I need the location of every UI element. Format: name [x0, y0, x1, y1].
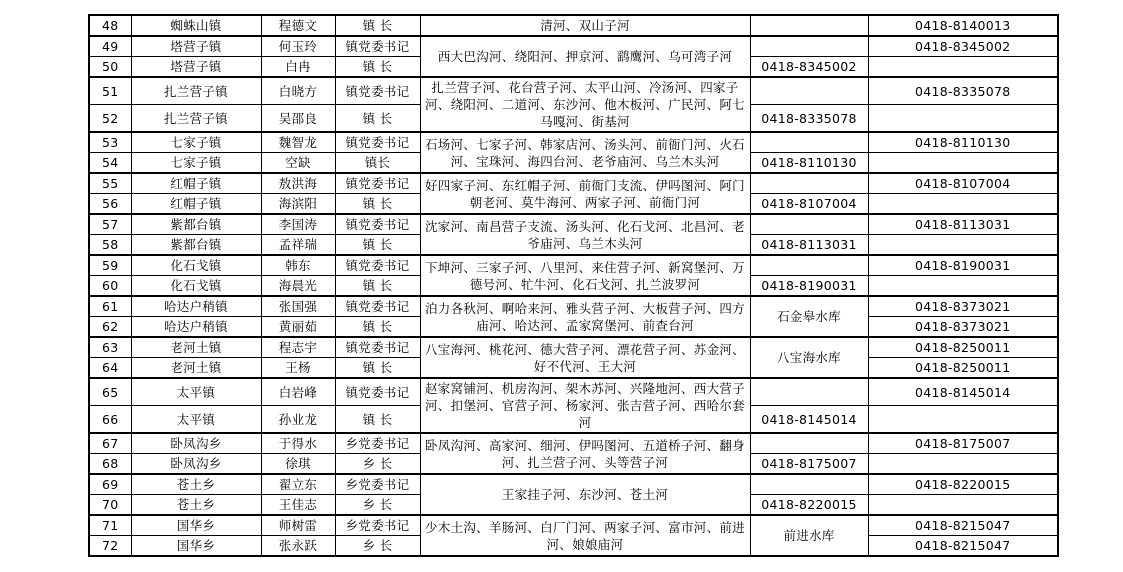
- row-person-title: 镇长: [335, 153, 420, 174]
- row-township-name: 七家子镇: [131, 132, 261, 153]
- river-chief-table: [88, 14, 1059, 557]
- row-township-name: 塔营子镇: [131, 36, 261, 57]
- row-sequence-number: 51: [89, 77, 131, 105]
- row-sequence-number: 48: [89, 15, 131, 36]
- row-person-title: 镇 长: [335, 105, 420, 133]
- row-contact-phone: 0418-8345002: [750, 57, 868, 78]
- row-contact-phone: 0418-8110130: [750, 153, 868, 174]
- row-person-name: 魏智龙: [261, 132, 335, 153]
- row-contact-phone: 0418-8175007: [750, 454, 868, 475]
- row-sequence-number: 49: [89, 36, 131, 57]
- row-person-title: 镇党委书记: [335, 214, 420, 235]
- row-reservoir-name: [750, 255, 868, 276]
- row-township-name: 哈达户稍镇: [131, 296, 261, 317]
- row-reservoir-name: [750, 433, 868, 454]
- row-sequence-number: 72: [89, 536, 131, 557]
- table-row: [89, 15, 1058, 36]
- row-township-name: 紫都台镇: [131, 235, 261, 256]
- row-river-names: 沈家河、南昌营子支流、汤头河、化石戈河、北昌河、老爷庙河、乌兰木头河: [420, 214, 750, 255]
- row-township-name: 紫都台镇: [131, 214, 261, 235]
- row-river-names: 卧凤沟河、高家河、细河、伊吗图河、五道桥子河、翻身河、扎兰营子河、头等营子河: [420, 433, 750, 474]
- row-sequence-number: 59: [89, 255, 131, 276]
- row-person-title: 镇党委书记: [335, 77, 420, 105]
- row-sequence-number: 69: [89, 474, 131, 495]
- row-person-title: 镇 长: [335, 194, 420, 215]
- row-reservoir-name: [750, 214, 868, 235]
- row-person-name: 吴邵良: [261, 105, 335, 133]
- row-township-name: 蜘蛛山镇: [131, 15, 261, 36]
- row-person-title: 镇 长: [335, 317, 420, 338]
- row-contact-phone: 0418-8373021: [868, 317, 1058, 338]
- row-person-name: 海滨阳: [261, 194, 335, 215]
- row-person-name: 白岩峰: [261, 378, 335, 406]
- table-body: [89, 15, 1058, 556]
- row-contact-phone: 0418-8113031: [868, 214, 1058, 235]
- row-township-name: 七家子镇: [131, 153, 261, 174]
- row-person-title: 镇党委书记: [335, 132, 420, 153]
- row-contact-phone: 0418-8113031: [750, 235, 868, 256]
- row-township-name: 苍土乡: [131, 495, 261, 516]
- row-sequence-number: 54: [89, 153, 131, 174]
- row-person-name: 张永跃: [261, 536, 335, 557]
- row-reservoir-name: 前进水库: [750, 515, 868, 556]
- row-township-name: 红帽子镇: [131, 173, 261, 194]
- table-row: [89, 337, 1058, 358]
- row-person-name: 李国涛: [261, 214, 335, 235]
- row-person-title: 乡党委书记: [335, 515, 420, 536]
- row-person-title: 乡党委书记: [335, 433, 420, 454]
- row-person-title: 镇党委书记: [335, 173, 420, 194]
- row-person-title: 镇党委书记: [335, 296, 420, 317]
- row-river-names: 下坤河、三家子河、八里河、来住营子河、新窝堡河、万德号河、牤牛河、化石戈河、扎兰波罗河: [420, 255, 750, 296]
- row-township-name: 化石戈镇: [131, 255, 261, 276]
- row-person-name: 程志宇: [261, 337, 335, 358]
- table-row: [89, 36, 1058, 57]
- row-township-name: 太平镇: [131, 406, 261, 434]
- row-river-names: 扎兰营子河、花台营子河、太平山河、冷汤河、四家子河、绕阳河、二道河、东沙河、他木板河、广民河、阿七马嘎河、街基河: [420, 77, 750, 132]
- table-row: [89, 378, 1058, 406]
- row-contact-phone: 0418-8335078: [868, 77, 1058, 105]
- row-person-title: 镇 长: [335, 57, 420, 78]
- row-sequence-number: 62: [89, 317, 131, 338]
- row-person-title: 乡 长: [335, 536, 420, 557]
- row-person-name: 翟立东: [261, 474, 335, 495]
- row-contact-phone: 0418-8145014: [750, 406, 868, 434]
- row-person-name: 白冉: [261, 57, 335, 78]
- row-reservoir-name: [750, 36, 868, 57]
- row-contact-phone: 0418-8190031: [868, 255, 1058, 276]
- row-sequence-number: 50: [89, 57, 131, 78]
- row-township-name: 太平镇: [131, 378, 261, 406]
- row-river-names: 八宝海河、桃花河、德大营子河、漂花营子河、苏金河、好不代河、王大河: [420, 337, 750, 378]
- row-township-name: 扎兰营子镇: [131, 105, 261, 133]
- row-sequence-number: 53: [89, 132, 131, 153]
- row-river-names: 少木土沟、羊肠河、白厂门河、两家子河、富市河、前进河、娘娘庙河: [420, 515, 750, 556]
- row-person-title: 镇党委书记: [335, 255, 420, 276]
- row-river-names: 石场河、七家子河、韩家店河、汤头河、前衙门河、火石河、宝珠河、海四台河、老爷庙河、乌兰木头河: [420, 132, 750, 173]
- row-reservoir-name: 石金皋水库: [750, 296, 868, 337]
- row-sequence-number: 70: [89, 495, 131, 516]
- row-person-title: 乡党委书记: [335, 474, 420, 495]
- row-river-names: 王家挂子河、东沙河、苍土河: [420, 474, 750, 515]
- row-river-names: 清河、双山子河: [420, 15, 750, 36]
- table-row: [89, 214, 1058, 235]
- row-contact-phone: 0418-8335078: [750, 105, 868, 133]
- row-person-name: 白晓方: [261, 77, 335, 105]
- row-contact-phone: 0418-8250011: [868, 358, 1058, 379]
- row-township-name: 卧凤沟乡: [131, 433, 261, 454]
- row-reservoir-name: [750, 474, 868, 495]
- row-person-title: 镇 长: [335, 15, 420, 36]
- row-sequence-number: 64: [89, 358, 131, 379]
- row-contact-phone: 0418-8140013: [868, 15, 1058, 36]
- row-person-name: 于得水: [261, 433, 335, 454]
- river-chief-table-container: [88, 14, 1057, 557]
- row-person-name: 程德文: [261, 15, 335, 36]
- row-person-name: 王佳志: [261, 495, 335, 516]
- row-sequence-number: 66: [89, 406, 131, 434]
- row-contact-phone: 0418-8175007: [868, 433, 1058, 454]
- row-reservoir-name: [750, 77, 868, 105]
- row-sequence-number: 61: [89, 296, 131, 317]
- row-sequence-number: 71: [89, 515, 131, 536]
- table-row: [89, 132, 1058, 153]
- row-person-title: 乡 长: [335, 495, 420, 516]
- row-township-name: 老河土镇: [131, 358, 261, 379]
- row-sequence-number: 65: [89, 378, 131, 406]
- row-sequence-number: 60: [89, 276, 131, 297]
- table-row: [89, 296, 1058, 317]
- row-sequence-number: 67: [89, 433, 131, 454]
- row-person-title: 镇党委书记: [335, 378, 420, 406]
- row-township-name: 哈达户稍镇: [131, 317, 261, 338]
- row-river-names: 泊力各秋河、啊哈来河、雅头营子河、大板营子河、四方庙河、哈达河、孟家窝堡河、前查台河: [420, 296, 750, 337]
- row-sequence-number: 58: [89, 235, 131, 256]
- row-person-title: 镇 长: [335, 358, 420, 379]
- row-person-title: 镇 长: [335, 276, 420, 297]
- row-township-name: 卧凤沟乡: [131, 454, 261, 475]
- row-contact-phone: 0418-8190031: [750, 276, 868, 297]
- row-sequence-number: 56: [89, 194, 131, 215]
- row-township-name: 老河土镇: [131, 337, 261, 358]
- row-person-name: 孙业龙: [261, 406, 335, 434]
- table-row: [89, 255, 1058, 276]
- row-person-name: 海晨光: [261, 276, 335, 297]
- row-person-name: 黄丽茹: [261, 317, 335, 338]
- row-contact-phone: 0418-8220015: [868, 474, 1058, 495]
- row-river-names: 西大巴沟河、绕阳河、押京河、鹞鹰河、乌可湾子河: [420, 36, 750, 77]
- row-contact-phone: 0418-8215047: [868, 515, 1058, 536]
- row-person-title: 镇党委书记: [335, 337, 420, 358]
- row-contact-phone: 0418-8215047: [868, 536, 1058, 557]
- row-person-name: 空缺: [261, 153, 335, 174]
- row-reservoir-name: 八宝海水库: [750, 337, 868, 378]
- row-person-name: 韩东: [261, 255, 335, 276]
- row-contact-phone: 0418-8345002: [868, 36, 1058, 57]
- row-sequence-number: 63: [89, 337, 131, 358]
- row-person-name: 何玉玲: [261, 36, 335, 57]
- row-contact-phone: 0418-8373021: [868, 296, 1058, 317]
- table-row: [89, 433, 1058, 454]
- row-township-name: 国华乡: [131, 536, 261, 557]
- row-reservoir-name: [750, 378, 868, 406]
- row-contact-phone: 0418-8250011: [868, 337, 1058, 358]
- row-reservoir-name: [750, 173, 868, 194]
- row-person-name: 徐琪: [261, 454, 335, 475]
- table-row: [89, 173, 1058, 194]
- row-township-name: 塔营子镇: [131, 57, 261, 78]
- row-person-name: 王杨: [261, 358, 335, 379]
- row-contact-phone: 0418-8107004: [868, 173, 1058, 194]
- row-person-name: 孟祥瑞: [261, 235, 335, 256]
- row-sequence-number: 68: [89, 454, 131, 475]
- row-person-title: 镇 长: [335, 406, 420, 434]
- row-person-title: 乡 长: [335, 454, 420, 475]
- row-person-name: 张国强: [261, 296, 335, 317]
- row-contact-phone: 0418-8220015: [750, 495, 868, 516]
- row-reservoir-name: [750, 15, 868, 36]
- row-person-title: 镇 长: [335, 235, 420, 256]
- row-person-name: 师树雷: [261, 515, 335, 536]
- row-reservoir-name: [750, 132, 868, 153]
- row-person-title: 镇党委书记: [335, 36, 420, 57]
- row-river-names: 好四家子河、东红帽子河、前衙门支流、伊吗图河、阿门朝老河、莫牛海河、两家子河、前衙门河: [420, 173, 750, 214]
- row-contact-phone: 0418-8145014: [868, 378, 1058, 406]
- table-row: [89, 515, 1058, 536]
- table-row: [89, 77, 1058, 105]
- row-township-name: 化石戈镇: [131, 276, 261, 297]
- row-township-name: 国华乡: [131, 515, 261, 536]
- table-row: [89, 474, 1058, 495]
- row-sequence-number: 55: [89, 173, 131, 194]
- row-sequence-number: 52: [89, 105, 131, 133]
- row-contact-phone: 0418-8107004: [750, 194, 868, 215]
- row-person-name: 敖洪海: [261, 173, 335, 194]
- row-township-name: 扎兰营子镇: [131, 77, 261, 105]
- row-contact-phone: 0418-8110130: [868, 132, 1058, 153]
- row-township-name: 红帽子镇: [131, 194, 261, 215]
- row-river-names: 赵家窝铺河、机房沟河、架木苏河、兴隆地河、西大营子河、扣堡河、官营子河、杨家河、张吉营子河、西哈尔套河: [420, 378, 750, 433]
- row-sequence-number: 57: [89, 214, 131, 235]
- row-township-name: 苍土乡: [131, 474, 261, 495]
